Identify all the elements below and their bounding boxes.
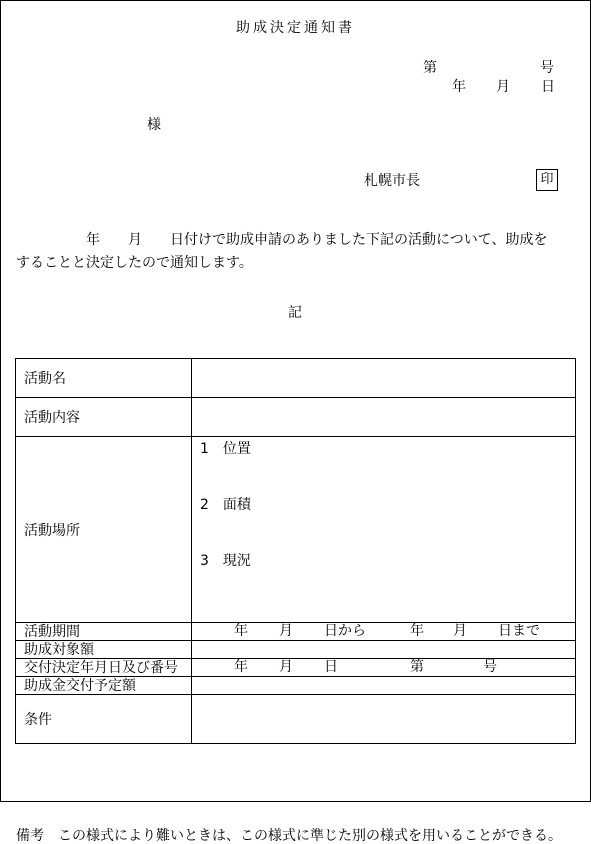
conditions-value [192, 695, 576, 744]
period-day-from: 日から [324, 623, 366, 639]
place-item-position: 1 位置 [200, 441, 251, 457]
activity-content-value [192, 398, 576, 437]
subsidy-target-value [192, 641, 576, 659]
body-line-2: することと決定したので通知します。 [16, 255, 253, 271]
decision-date-number-value [192, 659, 576, 677]
addressee-suffix: 様 [147, 117, 161, 133]
activity-place-label: 活動場所 [16, 437, 192, 623]
decision-month: 月 [279, 659, 293, 675]
scheduled-amount-value [192, 677, 576, 695]
period-year-1: 年 [234, 623, 248, 639]
conditions-label: 条件 [16, 695, 192, 744]
period-month-2: 月 [453, 623, 467, 639]
period-year-2: 年 [410, 623, 424, 639]
document-title: 助成決定通知書 [236, 20, 355, 36]
remarks-note: 備考 この様式により難いときは、この様式に準じた別の様式を用いることができる。 [16, 828, 562, 844]
activity-content-label: 活動内容 [16, 398, 192, 437]
ki-heading: 記 [288, 305, 302, 321]
details-table [15, 358, 576, 744]
seal-mark: 印 [536, 169, 558, 191]
period-day-until: 日まで [498, 623, 540, 639]
number-suffix: 号 [540, 60, 554, 76]
decision-number-suffix: 号 [483, 659, 497, 675]
decision-number-prefix: 第 [410, 659, 424, 675]
date-month: 月 [496, 79, 510, 95]
table-row [16, 659, 576, 677]
table-row [16, 359, 576, 398]
scheduled-amount-label: 助成金交付予定額 [16, 677, 192, 695]
table-row [16, 623, 576, 641]
table-row [16, 398, 576, 437]
date-year: 年 [452, 79, 466, 95]
notification-body [16, 229, 582, 275]
decision-year: 年 [234, 659, 248, 675]
activity-name-label: 活動名 [16, 359, 192, 398]
decision-day: 日 [324, 659, 338, 675]
place-item-condition: 3 現況 [200, 553, 251, 569]
table-row [16, 695, 576, 744]
body-line-1: 年 月 日付けで助成申請のありました下記の活動について、助成を [16, 232, 548, 248]
activity-period-label: 活動期間 [16, 623, 192, 641]
activity-period-value [192, 623, 576, 641]
decision-date-number-label: 交付決定年月日及び番号 [16, 659, 192, 677]
activity-name-value [192, 359, 576, 398]
place-item-area: 2 面積 [200, 497, 251, 513]
table-row [16, 437, 576, 623]
date-day: 日 [541, 79, 555, 95]
subsidy-target-label: 助成対象額 [16, 641, 192, 659]
issuer-name: 札幌市長 [364, 173, 420, 189]
number-prefix: 第 [423, 60, 437, 76]
table-row [16, 641, 576, 659]
table-row [16, 677, 576, 695]
period-month-1: 月 [279, 623, 293, 639]
activity-place-value [192, 437, 576, 623]
